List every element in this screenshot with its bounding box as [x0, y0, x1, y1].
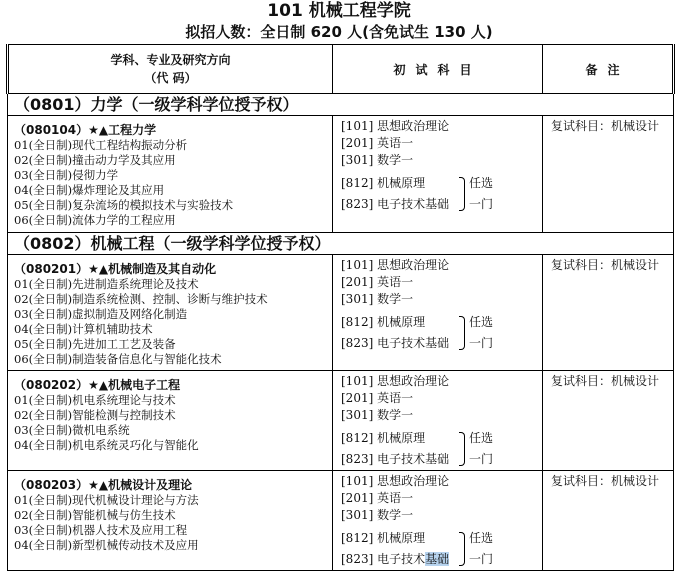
major-title: （080104）★▲工程力学: [14, 123, 157, 137]
exam-code: [101]: [341, 374, 374, 388]
exam-code: [301]: [341, 292, 374, 306]
direction-item: 01(全日制)现代工程结构振动分析: [14, 138, 188, 152]
direction-item: 01(全日制)机电系统理论与技术: [14, 393, 176, 407]
exam-name-suffix: 基础: [425, 197, 450, 211]
elective-pick-label: 任选: [469, 176, 494, 190]
exam-name: 电子技术: [377, 197, 426, 211]
major-cell: [8, 255, 333, 371]
elective-pick-label: 任选: [469, 315, 494, 329]
brace-icon: [459, 316, 465, 350]
elective-pick-label: 任选: [469, 431, 494, 445]
note-cell: 复试科目：机械设计: [543, 371, 674, 471]
exam-code: [823]: [341, 452, 374, 466]
direction-item: 01(全日制)先进制造系统理论及技术: [14, 277, 199, 291]
exam-subject: [341, 473, 542, 490]
direction-item: 03(全日制)虚拟制造及网络化制造: [14, 307, 188, 321]
exam-code: [201]: [341, 391, 374, 405]
elective-group: [341, 428, 542, 470]
exam-name: 机械原理: [377, 531, 426, 545]
discipline-row: [8, 94, 674, 116]
direction-item: 02(全日制)制造系统检测、控制、诊断与维护技术: [14, 292, 268, 306]
exam-name: 思想政治理论: [377, 258, 450, 272]
discipline-title: （0802）机械工程（一级学科学位授予权）: [8, 233, 674, 255]
exam-code: [101]: [341, 258, 374, 272]
exam-name: 电子技术: [377, 452, 426, 466]
exam-name-suffix: 基础: [425, 452, 450, 466]
direction-item: 06(全日制)流体力学的工程应用: [14, 213, 176, 227]
elective-count-label: 一门: [469, 336, 494, 350]
note-cell: 复试科目：机械设计: [543, 471, 674, 571]
elective-count-label: 一门: [469, 452, 494, 466]
exam-name: 思想政治理论: [377, 474, 450, 488]
elective-count-label: 一门: [469, 552, 494, 566]
note-cell: 复试科目：机械设计: [543, 116, 674, 233]
brace-icon: [459, 532, 465, 566]
exam-cell: [333, 116, 543, 233]
discipline-title: （0801）力学（一级学科学位授予权）: [8, 94, 674, 116]
exam-code: [201]: [341, 136, 374, 150]
header-exam-label: 初试科目: [393, 62, 482, 77]
exam-name: 机械原理: [377, 176, 426, 190]
exam-cell: [333, 255, 543, 371]
exam-name: 英语一: [377, 491, 414, 505]
header-note: [543, 45, 674, 94]
direction-item: 03(全日制)微机电系统: [14, 423, 130, 437]
direction-item: 06(全日制)制造装备信息化与智能化技术: [14, 352, 222, 366]
exam-subject: [341, 549, 542, 570]
exam-subject: [341, 152, 542, 169]
exam-subject: [341, 194, 542, 215]
exam-name: 思想政治理论: [377, 374, 450, 388]
header-major-line1: 学科、专业及研究方向: [110, 53, 231, 67]
header-major-line2: （代 码）: [144, 71, 197, 85]
major-row: [8, 471, 674, 571]
exam-name: 电子技术: [377, 336, 426, 350]
direction-item: 05(全日制)先进加工工艺及装备: [14, 337, 176, 351]
exam-subject: [341, 490, 542, 507]
direction-item: 04(全日制)爆炸理论及其应用: [14, 183, 165, 197]
exam-subject: [341, 173, 542, 194]
header-note-label: 备注: [585, 62, 630, 77]
direction-item: 04(全日制)计算机辅助技术: [14, 322, 153, 336]
elective-count-label: 一门: [469, 197, 494, 211]
elective-group: [341, 528, 542, 570]
exam-name-suffix: 基础: [425, 336, 450, 350]
exam-subject: [341, 135, 542, 152]
direction-item: 02(全日制)撞击动力学及其应用: [14, 153, 176, 167]
direction-item: 05(全日制)复杂流场的模拟技术与实验技术: [14, 198, 234, 212]
exam-name-suffix-selected[interactable]: 基础: [425, 552, 450, 566]
exam-name: 英语一: [377, 391, 414, 405]
major-cell: [8, 116, 333, 233]
exam-code: [812]: [341, 431, 374, 445]
page-subtitle: 拟招人数：全日制 620 人(含免试生 130 人): [185, 23, 493, 41]
direction-item: 04(全日制)机电系统灵巧化与智能化: [14, 438, 199, 452]
elective-group: [341, 312, 542, 354]
exam-cell: [333, 471, 543, 571]
exam-subject: [341, 507, 542, 524]
major-row: [8, 255, 674, 371]
exam-subject: [341, 274, 542, 291]
brace-icon: [459, 432, 465, 466]
discipline-row: [8, 233, 674, 255]
exam-name: 机械原理: [377, 315, 426, 329]
exam-code: [201]: [341, 491, 374, 505]
exam-code: [823]: [341, 197, 374, 211]
direction-item: 01(全日制)现代机械设计理论与方法: [14, 493, 199, 507]
direction-item: 03(全日制)机器人技术及应用工程: [14, 523, 188, 537]
direction-item: 03(全日制)侵彻力学: [14, 168, 119, 182]
exam-cell: [333, 371, 543, 471]
major-row: [8, 116, 674, 233]
major-cell: [8, 471, 333, 571]
exam-code: [812]: [341, 315, 374, 329]
exam-code: [301]: [341, 408, 374, 422]
exam-subject: [341, 257, 542, 274]
page-title: 101 机械工程学院: [267, 1, 411, 21]
exam-subject: [341, 373, 542, 390]
elective-pick-label: 任选: [469, 531, 494, 545]
header-exam: [333, 45, 543, 94]
major-cell: [8, 371, 333, 471]
exam-name: 英语一: [377, 136, 414, 150]
exam-name: 数学一: [377, 408, 414, 422]
exam-code: [101]: [341, 474, 374, 488]
direction-item: 04(全日制)新型机械传动技术及应用: [14, 538, 199, 552]
admissions-table: [6, 44, 675, 571]
exam-subject: [341, 428, 542, 449]
exam-subject: [341, 118, 542, 135]
exam-name: 英语一: [377, 275, 414, 289]
header-major: [8, 45, 333, 94]
exam-subject: [341, 390, 542, 407]
exam-subject: [341, 449, 542, 470]
exam-subject: [341, 333, 542, 354]
exam-code: [823]: [341, 552, 374, 566]
exam-code: [101]: [341, 119, 374, 133]
direction-item: 02(全日制)智能机械与仿生技术: [14, 508, 176, 522]
exam-code: [812]: [341, 531, 374, 545]
direction-item: 02(全日制)智能检测与控制技术: [14, 408, 176, 422]
exam-code: [823]: [341, 336, 374, 350]
exam-subject: [341, 407, 542, 424]
major-row: [8, 371, 674, 471]
major-title: （080202）★▲机械电子工程: [14, 378, 181, 392]
exam-subject: [341, 291, 542, 308]
exam-code: [301]: [341, 153, 374, 167]
exam-code: [812]: [341, 176, 374, 190]
exam-subject: [341, 528, 542, 549]
brace-icon: [459, 177, 465, 211]
major-title: （080201）★▲机械制造及其自动化: [14, 262, 217, 276]
exam-name: 数学一: [377, 292, 414, 306]
exam-name: 数学一: [377, 153, 414, 167]
exam-subject: [341, 312, 542, 333]
major-title: （080203）★▲机械设计及理论: [14, 478, 193, 492]
exam-name: 机械原理: [377, 431, 426, 445]
exam-code: [301]: [341, 508, 374, 522]
elective-group: [341, 173, 542, 215]
exam-name: 数学一: [377, 508, 414, 522]
exam-code: [201]: [341, 275, 374, 289]
exam-name: 电子技术: [377, 552, 426, 566]
table-header-row: [8, 45, 674, 94]
note-cell: 复试科目：机械设计: [543, 255, 674, 371]
exam-name: 思想政治理论: [377, 119, 450, 133]
